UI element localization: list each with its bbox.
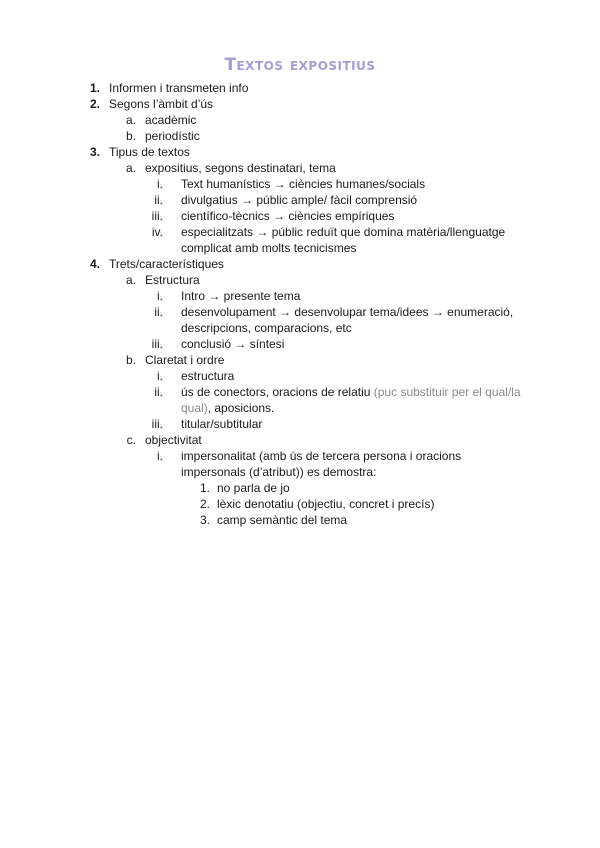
list-item: no parla de jo xyxy=(217,481,290,495)
list-item: Text humanístics → ciències humanes/socials xyxy=(181,177,426,191)
list-marker: b. xyxy=(125,129,136,143)
list-item-continuation xyxy=(181,400,274,416)
list-item: Segons l’àmbit d’ús xyxy=(109,97,214,111)
list-item: lèxic denotatiu (objectiu, concret i precís) xyxy=(217,497,435,511)
list-marker: a. xyxy=(125,273,136,287)
muted-note: (puc substituir per el qual/la xyxy=(373,385,521,399)
list-item-text: ús de conectors, oracions de relatiu xyxy=(181,385,374,399)
list-marker: i. xyxy=(157,177,163,191)
list-marker: 4. xyxy=(89,257,100,271)
list-marker: c. xyxy=(126,433,136,447)
list-item: Intro → presente tema xyxy=(181,289,301,303)
list-marker: i. xyxy=(157,449,163,463)
list-item: acadèmic xyxy=(145,113,197,127)
list-item: camp semàntic del tema xyxy=(217,513,348,527)
list-item: impersonalitat (amb ús de tercera persona i oracions xyxy=(181,449,462,463)
list-marker: 3. xyxy=(89,145,100,159)
muted-note: qual) xyxy=(181,401,208,415)
list-item: objectivitat xyxy=(145,433,202,447)
list-item: conclusió → síntesi xyxy=(181,337,285,351)
list-item: Trets/característiques xyxy=(109,257,224,271)
list-marker: 3. xyxy=(199,513,210,527)
list-item: Informen i transmeten info xyxy=(109,81,249,95)
list-marker: 1. xyxy=(89,81,100,95)
list-item-continuation: impersonals (d’atribut)) es demostra: xyxy=(181,465,377,479)
list-item: Claretat i ordre xyxy=(145,353,225,367)
list-item-continuation: complicat amb molts tecnicismes xyxy=(181,241,357,255)
list-item: especialitzats → públic reduït que domina matèria/llenguatge xyxy=(181,225,506,239)
list-marker: i. xyxy=(157,289,163,303)
list-item-text: , aposicions. xyxy=(207,401,275,415)
list-marker: iv. xyxy=(151,225,163,239)
list-marker: ii. xyxy=(154,193,163,207)
list-marker: 2. xyxy=(199,497,210,511)
list-marker: ii. xyxy=(154,385,163,399)
list-marker: a. xyxy=(125,113,136,127)
list-item-continuation: descripcions, comparacions, etc xyxy=(181,321,352,335)
list-item: estructura xyxy=(181,369,235,383)
list-marker: i. xyxy=(157,369,163,383)
list-marker: iii. xyxy=(151,337,163,351)
list-item xyxy=(181,384,521,400)
list-item: científico-tècnics → ciències empíriques xyxy=(181,209,395,223)
document-title: Textos expositius xyxy=(224,55,376,75)
list-marker: iii. xyxy=(151,417,163,431)
list-item: periodístic xyxy=(145,129,200,143)
list-marker: b. xyxy=(125,353,136,367)
list-item: expositius, segons destinatari, tema xyxy=(145,161,336,175)
list-marker: 1. xyxy=(199,481,210,495)
list-item: divulgatius → públic ample/ fàcil comprensió xyxy=(181,193,418,207)
list-marker: a. xyxy=(125,161,136,175)
list-item: titular/subtitular xyxy=(181,417,263,431)
list-item: Estructura xyxy=(145,273,200,287)
list-marker: ii. xyxy=(154,305,163,319)
list-marker: 2. xyxy=(89,97,100,111)
list-item: Tipus de textos xyxy=(109,145,190,159)
list-marker: iii. xyxy=(151,209,163,223)
list-item: desenvolupament → desenvolupar tema/idees → enumeració, xyxy=(181,305,514,319)
